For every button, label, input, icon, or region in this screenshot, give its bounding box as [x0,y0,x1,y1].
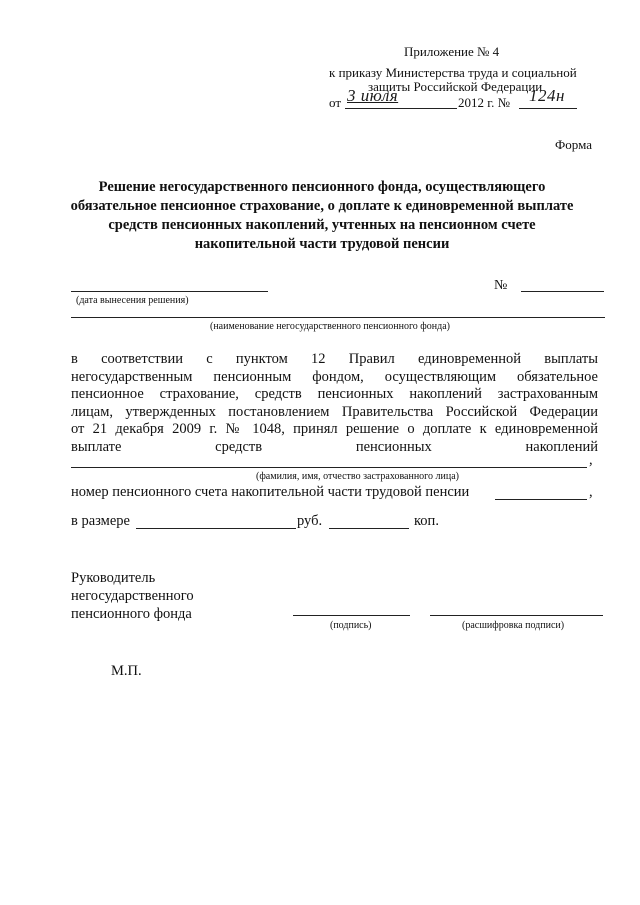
amount-rub-line [136,528,296,529]
signature-decode-caption: (расшифровка подписи) [462,620,565,631]
signatory-line-2: негосударственного [71,588,194,604]
order-line-2: защиты Российской Федерации [368,79,543,94]
body-line-1: в соответствии с пунктом 12 Правил единовременной выплаты [71,351,598,367]
body-line-3: пенсионное страхование, средств пенсионных накоплений застрахованным [71,386,598,402]
decision-number-label: № [494,278,508,293]
account-label: номер пенсионного счета накопительной части трудовой пенсии [71,484,470,500]
insured-name-comma: , [589,452,593,468]
date-prefix: от [329,95,342,110]
body-line-4: лицам, утвержденных постановлением Правительства Российской Федерации [71,403,598,420]
amount-kop-line [329,528,409,529]
signature-line [293,615,410,616]
signatory-line-1: Руководитель [71,570,156,586]
amount-kop-label: коп. [414,513,439,529]
fund-name-caption: (наименование негосударственного пенсионного фонда) [210,321,450,332]
account-number-line [495,499,587,500]
order-number-field [519,86,577,109]
handwritten-number: 124н [529,86,565,105]
date-field [345,86,457,109]
fund-name-line [71,317,605,318]
amount-prefix: в размере [71,513,130,529]
document-title: Решение негосударственного пенсионного фонда, осуществляющего обязательное пенсионное страхование, о доплате к единовременной выплате средств пенсионных накоплений, учтенных на пенсионном счете накопительной части трудовой пенсии [70,179,574,252]
handwritten-date: 3 июля [347,86,399,105]
body-line-2: негосударственным пенсионным фондом, осуществляющим обязательное [71,368,598,385]
order-year: 2012 г. № [458,95,511,110]
stamp-place: М.П. [111,663,142,679]
appendix-number: Приложение № 4 [404,44,500,59]
signatory-block [71,569,194,623]
amount-rub-label: руб. [297,513,323,529]
order-line-1: к приказу Министерства труда и социальной [329,65,577,80]
signature-decode-line [430,615,603,616]
insured-name-caption: (фамилия, имя, отчество застрахованного лица) [256,471,459,482]
insured-name-line [71,467,587,468]
account-comma: , [589,484,593,500]
body-line-5: от 21 декабря 2009 г. № 1048, принял решение о доплате к единовременной [71,421,598,437]
body-line-6: выплате средств пенсионных накоплений [71,438,598,455]
body-paragraph [71,351,598,456]
signatory-line-3: пенсионного фонда [71,606,192,622]
decision-date-line [71,291,268,292]
decision-date-caption: (дата вынесения решения) [76,295,189,306]
signature-caption: (подпись) [330,620,372,631]
form-label: Форма [555,137,592,152]
decision-number-line [521,291,604,292]
